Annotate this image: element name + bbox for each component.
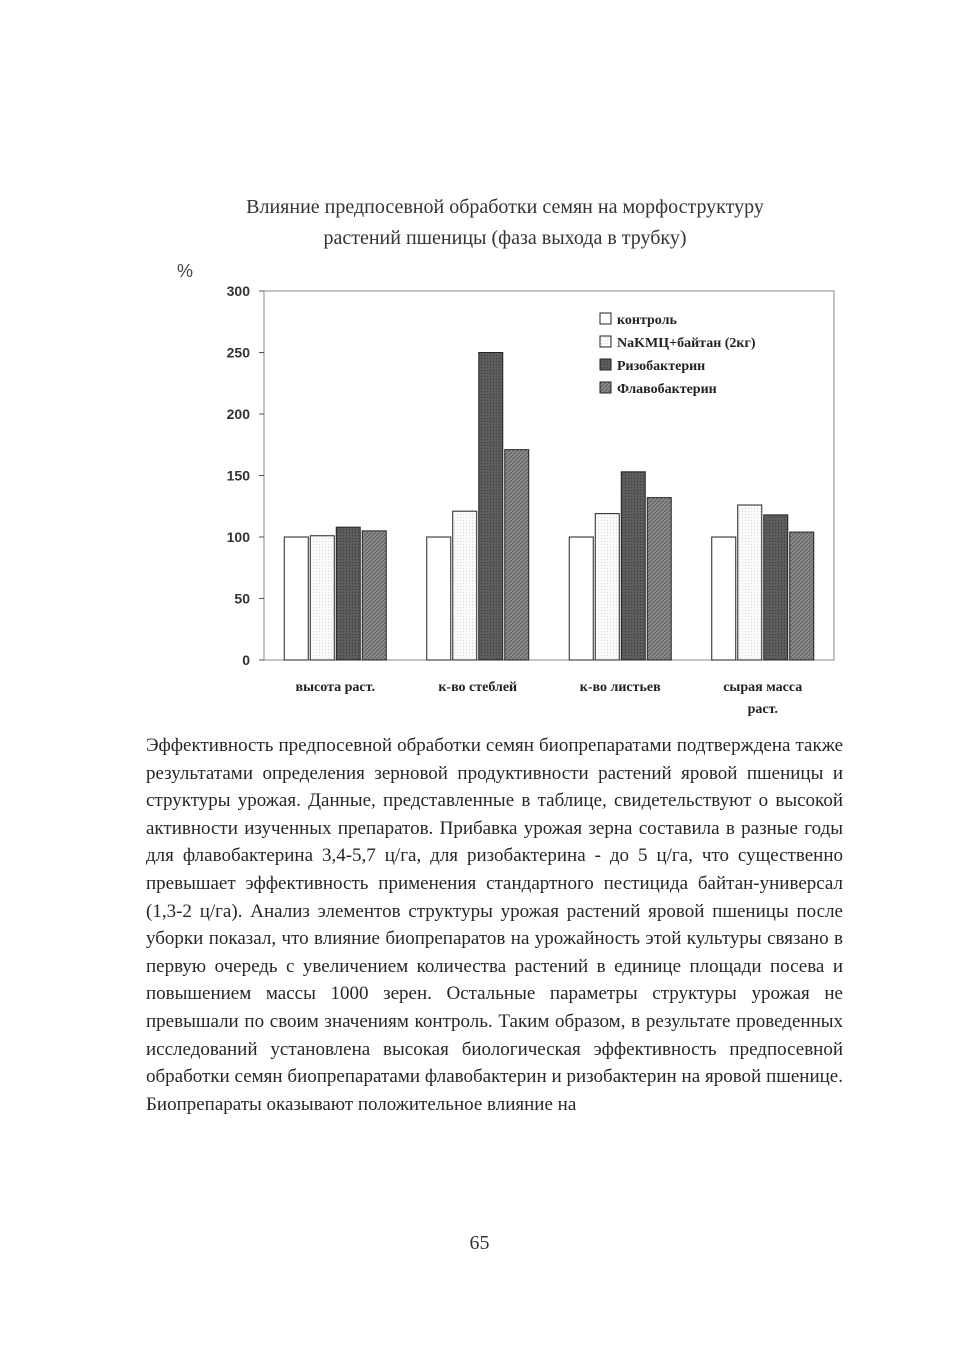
legend-label-1: контроль xyxy=(617,313,677,328)
bar-3-4 xyxy=(764,515,788,660)
chart-title-line-1: Влияние предпосевной обработки семян на морфоструктуру xyxy=(246,196,764,218)
legend-swatch-3 xyxy=(600,359,611,370)
y-tick-label: 0 xyxy=(242,652,250,668)
y-tick-label: 150 xyxy=(226,467,250,484)
legend-swatch-4 xyxy=(600,382,611,393)
bar-2-1 xyxy=(310,536,334,660)
y-tick-label: 250 xyxy=(226,344,250,361)
body-paragraph: Эффективность предпосевной обработки семян биопрепаратами подтверждена также результатами определения зерновой продуктивности растений яровой пшеницы и структуры урожая. Данные, представленные в таблице, свидетельствуют о высокой активности изученных препаратов. Прибавка урожая зерна составила в разные годы для флавобактерина 3,4-5,7 ц/га, для ризобактерина - до 5 ц/га, что существенно превышает эффективность применения стандартного пестицида байтан-универсал (1,3-2 ц/га). Анализ элементов структуры урожая растений яровой пшеницы после уборки показал, что влияние биопрепаратов на урожайность этой культуры связано в первую очередь с увеличением количества растений в единице площади посева и повышением массы 1000 зерен. Остальные параметры структуры урожая не превышали по своим значениям контроль. Таким образом, в результате проведенных исследований установлена высокая биологическая эффективность предпосевной обработки семян биопрепаратами флавобактерин и ризобактерин на яровой пшенице. Биопрепараты оказывают положительное влияние на xyxy=(146,735,843,1115)
bar-1-3 xyxy=(569,537,593,660)
legend-swatch-1 xyxy=(600,313,611,324)
x-tick-label-line: к-во стеблей xyxy=(438,680,518,695)
bar-3-3 xyxy=(621,472,645,660)
bar-4-2 xyxy=(505,450,529,660)
x-tick-label-line: высота раст. xyxy=(295,680,375,695)
y-tick-label: 100 xyxy=(226,529,250,545)
chart-title-line-2: растений пшеницы (фаза выхода в трубку) xyxy=(323,227,687,249)
bar-4-1 xyxy=(362,531,386,660)
y-axis-label: % xyxy=(177,261,194,281)
x-tick-label-line: раст. xyxy=(747,702,778,717)
bar-2-3 xyxy=(595,514,619,660)
x-tick-label xyxy=(296,680,375,695)
bar-3-2 xyxy=(479,353,503,661)
bar-1-1 xyxy=(284,537,308,660)
y-tick-label: 300 xyxy=(226,283,250,299)
bar-3-1 xyxy=(336,527,360,660)
legend-label-3: Ризобактерин xyxy=(617,359,706,374)
x-tick-label xyxy=(723,680,802,717)
bar-2-2 xyxy=(453,511,477,660)
y-tick-label: 200 xyxy=(226,406,250,422)
page-number: 65 xyxy=(469,1232,490,1254)
bar-4-4 xyxy=(790,532,814,660)
bar-1-4 xyxy=(712,537,736,660)
bar-2-4 xyxy=(738,505,762,660)
y-tick-label: 50 xyxy=(234,590,250,607)
legend-swatch-2 xyxy=(600,336,611,347)
x-tick-label-line: сырая масса xyxy=(723,680,803,695)
legend-label-2: NaKMЦ+байтан (2кг) xyxy=(617,336,756,351)
legend-label-4: Флавобактерин xyxy=(617,382,717,397)
x-tick-label-line: к-во листьев xyxy=(579,680,661,695)
x-tick-label xyxy=(438,680,517,695)
x-tick-label xyxy=(580,680,661,695)
bar-1-2 xyxy=(427,537,451,660)
bar-4-3 xyxy=(647,498,671,660)
